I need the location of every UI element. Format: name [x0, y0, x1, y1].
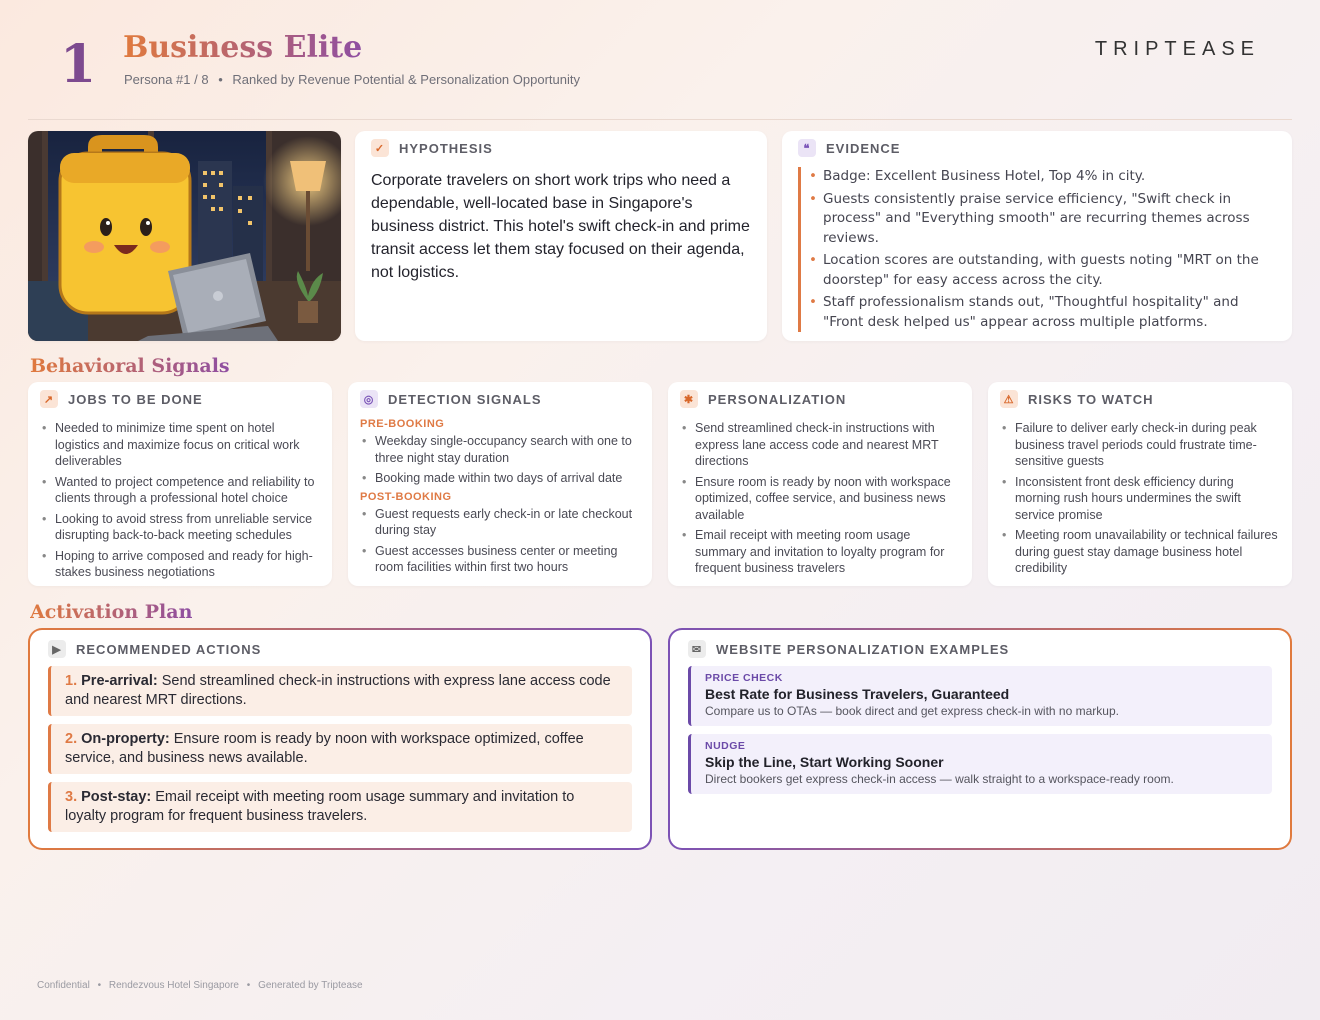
list-item: • Booking made within two days of arrival date — [360, 470, 640, 487]
warning-icon: ⚠ — [1000, 390, 1018, 408]
footer — [37, 980, 363, 991]
action-label: On-property: — [81, 731, 170, 747]
action-text: Email receipt with meeting room usage summary and invitation to loyalty program for frequent business travelers. — [65, 789, 575, 824]
check-icon: ✓ — [371, 139, 389, 157]
website-header — [688, 640, 1272, 658]
persona-rank-number: 1 — [60, 34, 97, 95]
pre-booking-list — [360, 433, 640, 487]
detection-header — [360, 390, 640, 408]
personalization-list — [680, 420, 960, 577]
behavioral-signals-title: Behavioral Signals — [30, 355, 230, 377]
footer-confidential: Confidential — [37, 980, 90, 991]
sparkle-icon: ✱ — [680, 390, 698, 408]
evidence-item: • Staff professionalism stands out, "Thoughtful hospitality" and "Front desk helped us" appear across multiple platforms. — [823, 293, 1276, 332]
mail-icon: ✉ — [688, 640, 706, 658]
evidence-list — [798, 167, 1276, 332]
action-item — [48, 666, 632, 716]
actions-header — [48, 640, 632, 658]
example-title: Skip the Line, Start Working Sooner — [705, 754, 944, 770]
website-example — [688, 666, 1272, 726]
persona-title: Business Elite — [123, 30, 363, 65]
jobs-list — [40, 420, 320, 581]
evidence-header — [798, 139, 1276, 157]
example-title: Best Rate for Business Travelers, Guaranteed — [705, 686, 1010, 702]
personalization-heading: PERSONALIZATION — [708, 391, 847, 407]
action-item — [48, 782, 632, 832]
footer-generated: Generated by Triptease — [258, 980, 363, 991]
recommended-actions-card — [28, 628, 652, 850]
header — [28, 24, 1292, 120]
action-label: Pre-arrival: — [81, 673, 158, 689]
risks-header — [1000, 390, 1280, 408]
target-icon: ◎ — [360, 390, 378, 408]
evidence-card — [782, 131, 1292, 341]
hypothesis-card — [355, 131, 767, 341]
subtitle-separator: • — [218, 72, 223, 87]
post-booking-label: POST-BOOKING — [360, 490, 452, 503]
footer-hotel: Rendezvous Hotel Singapore — [108, 980, 239, 991]
arrow-up-right-icon: ↗ — [40, 390, 58, 408]
jobs-heading: JOBS TO BE DONE — [68, 391, 203, 407]
example-description: Compare us to OTAs — book direct and get express check-in with no markup. — [705, 704, 1119, 718]
action-text: Send streamlined check-in instructions with express lane access code and nearest MRT directions. — [65, 673, 611, 708]
jobs-header — [40, 390, 320, 408]
play-icon: ▶ — [48, 640, 66, 658]
action-text: Ensure room is ready by noon with workspace optimized, coffee service, and business news available. — [65, 731, 584, 766]
risks-heading: RISKS TO WATCH — [1028, 391, 1154, 407]
list-item: • Needed to minimize time spent on hotel logistics and maximize focus on critical work deliverables — [40, 420, 320, 470]
example-tag: PRICE CHECK — [705, 672, 783, 684]
list-item: • Looking to avoid stress from unreliable service disrupting back-to-back meeting schedules — [40, 511, 320, 544]
example-description: Direct bookers get express check-in access — walk straight to a workspace-ready room. — [705, 772, 1174, 786]
personalization-header — [680, 390, 960, 408]
detection-heading: DETECTION SIGNALS — [388, 391, 542, 407]
suitcase-mascot-image — [28, 131, 341, 341]
evidence-heading: EVIDENCE — [826, 140, 901, 156]
list-item: • Send streamlined check-in instructions with express lane access code and nearest MRT directions — [680, 420, 960, 470]
list-item: • Guest requests early check-in or late checkout during stay — [360, 506, 640, 539]
header-divider — [28, 119, 1292, 120]
list-item: • Failure to deliver early check-in during peak business travel periods could frustrate time-sensitive guests — [1000, 420, 1280, 470]
list-item: • Email receipt with meeting room usage summary and invitation to loyalty program for frequent business travelers — [680, 527, 960, 577]
pre-booking-label: PRE-BOOKING — [360, 418, 445, 430]
persona-count: Persona #1 / 8 — [124, 72, 209, 87]
list-item: • Guest accesses business center or meeting room facilities within first two hours — [360, 543, 640, 576]
example-tag: NUDGE — [705, 740, 746, 752]
footer-separator: • — [97, 980, 102, 991]
list-item: • Meeting room unavailability or technical failures during guest stay damage business hotel credibility — [1000, 527, 1280, 577]
evidence-item: • Location scores are outstanding, with guests noting "MRT on the doorstep" for easy access across the city. — [823, 251, 1276, 290]
post-booking-list — [360, 506, 640, 576]
website-personalization-card — [668, 628, 1292, 850]
jobs-to-be-done-card — [28, 382, 332, 586]
list-item: • Hoping to arrive composed and ready for high-stakes business negotiations — [40, 548, 320, 581]
brand-logo: TRIPTEASE — [1094, 38, 1260, 60]
persona-subtitle — [124, 72, 580, 87]
action-label: Post-stay: — [81, 789, 152, 805]
detection-signals-card — [348, 382, 652, 586]
action-item — [48, 724, 632, 774]
risks-card — [988, 382, 1292, 586]
actions-heading: RECOMMENDED ACTIONS — [76, 641, 262, 657]
website-example — [688, 734, 1272, 794]
hypothesis-text: Corporate travelers on short work trips who need a dependable, well-located base in Singapore's business district. This hotel's swift check-in and prime transit access let them stay focused on their agenda, not logistics. — [371, 172, 750, 281]
list-item: • Weekday single-occupancy search with one to three night stay duration — [360, 433, 640, 466]
risks-list — [1000, 420, 1280, 577]
quote-icon: ❝ — [798, 139, 816, 157]
list-item: • Ensure room is ready by noon with workspace optimized, coffee service, and business news available — [680, 474, 960, 524]
persona-illustration — [28, 131, 341, 341]
hypothesis-heading: HYPOTHESIS — [399, 140, 493, 156]
action-number: 2. — [65, 731, 78, 747]
list-item: • Inconsistent front desk efficiency during morning rush hours undermines the swift service promise — [1000, 474, 1280, 524]
action-number: 1. — [65, 673, 78, 689]
ranking-criteria: Ranked by Revenue Potential & Personalization Opportunity — [232, 72, 580, 87]
evidence-item: • Badge: Excellent Business Hotel, Top 4% in city. — [823, 167, 1276, 187]
action-number: 3. — [65, 789, 78, 805]
personalization-card — [668, 382, 972, 586]
website-heading: WEBSITE PERSONALIZATION EXAMPLES — [716, 641, 1010, 657]
hypothesis-header — [371, 139, 751, 157]
activation-plan-title: Activation Plan — [30, 601, 193, 623]
evidence-item: • Guests consistently praise service efficiency, "Swift check in process" and "Everything smooth" are recurring themes across reviews. — [823, 190, 1276, 249]
list-item: • Wanted to project competence and reliability to clients through a professional hotel choice — [40, 474, 320, 507]
footer-separator: • — [246, 980, 251, 991]
